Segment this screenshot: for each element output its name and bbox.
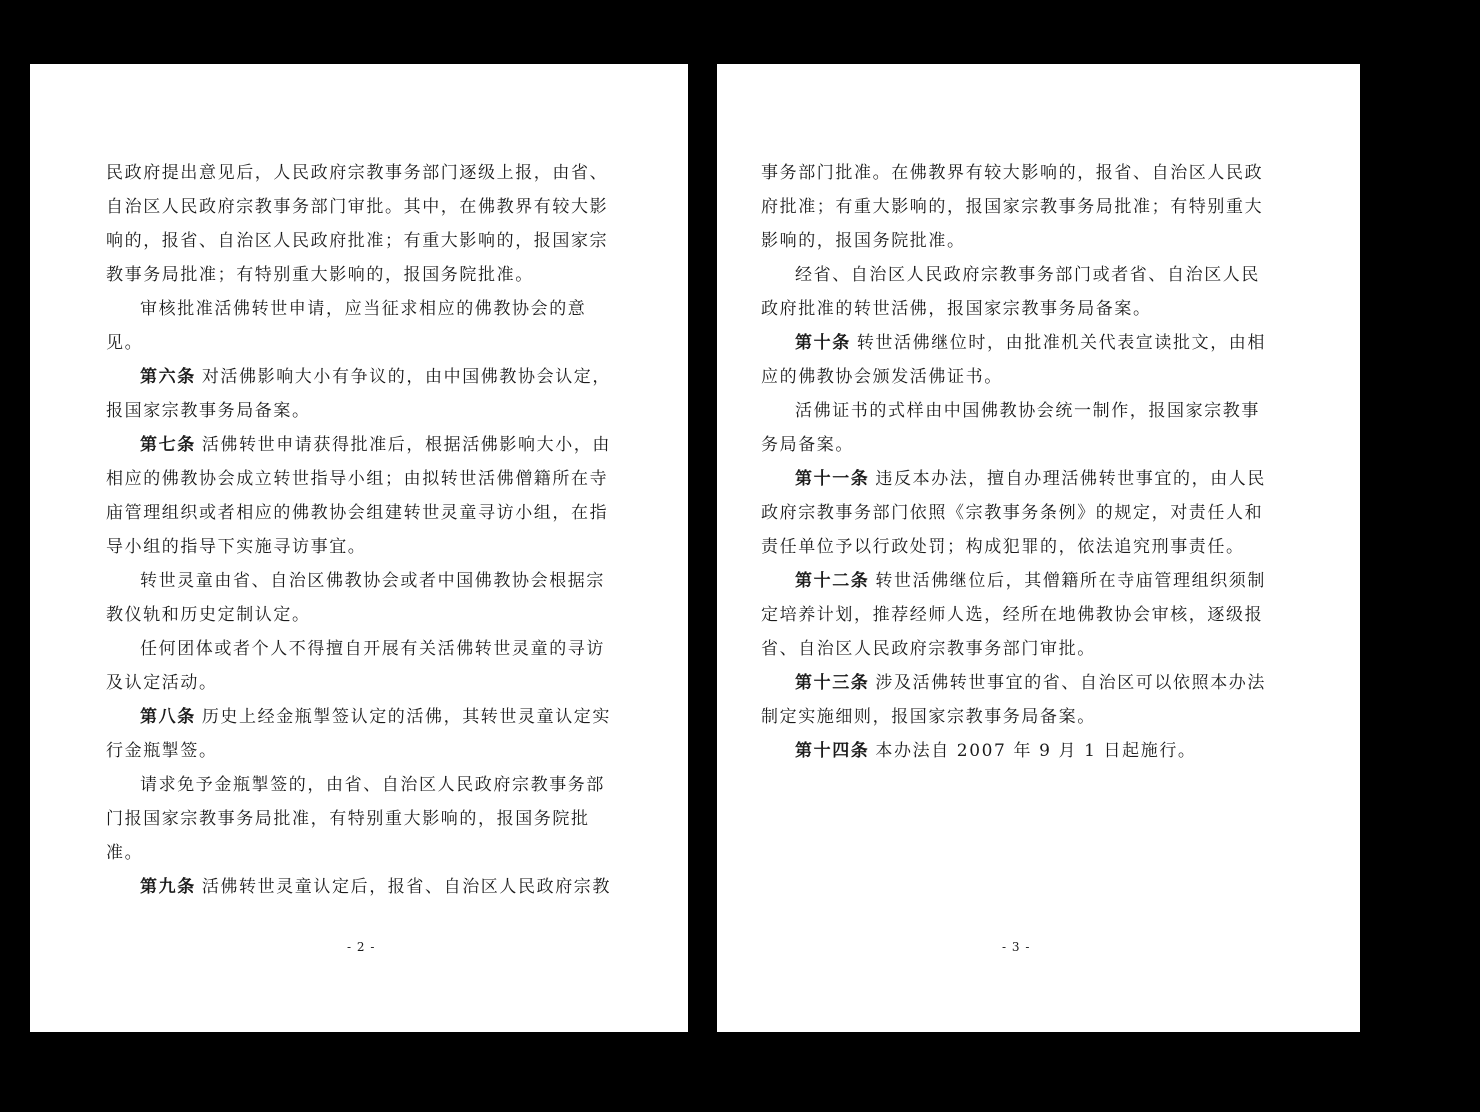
article-number: 第十三条 bbox=[795, 673, 870, 693]
paragraph: 任何团体或者个人不得擅自开展有关活佛转世灵童的寻访及认定活动。 bbox=[106, 639, 605, 693]
paragraph: 民政府提出意见后，人民政府宗教事务部门逐级上报，由省、自治区人民政府宗教事务部门审批。其中，在佛教界有较大影响的，报省、自治区人民政府批准；有重大影响的，报国家宗教事务局批准；有特别重大影响的，报国务院批准。 bbox=[106, 163, 609, 285]
article-paragraph: 第十二条 转世活佛继位后，其僧籍所在寺庙管理组织须制定培养计划，推荐经师人选，经所在地佛教协会审核，逐级报省、自治区人民政府宗教事务部门审批。 bbox=[761, 571, 1267, 659]
article-paragraph: 第十条 转世活佛继位时，由批准机关代表宣读批文，由相应的佛教协会颁发活佛证书。 bbox=[761, 333, 1267, 387]
document-page-right bbox=[717, 64, 1360, 1032]
document-page-left bbox=[30, 64, 688, 1032]
page-number: - 3 - bbox=[1002, 940, 1031, 954]
article-number: 第十四条 bbox=[795, 741, 870, 761]
page-body bbox=[106, 156, 618, 904]
page-number: - 2 - bbox=[347, 940, 376, 954]
article-paragraph: 第十一条 违反本办法，擅自办理活佛转世事宜的，由人民政府宗教事务部门依照《宗教事务条例》的规定，对责任人和责任单位予以行政处罚；构成犯罪的，依法追究刑事责任。 bbox=[761, 469, 1267, 557]
paragraph: 活佛证书的式样由中国佛教协会统一制作，报国家宗教事务局备案。 bbox=[761, 401, 1260, 455]
page-body bbox=[761, 156, 1275, 768]
article-paragraph: 第九条 活佛转世灵童认定后，报省、自治区人民政府宗教 bbox=[140, 877, 612, 897]
paragraph: 经省、自治区人民政府宗教事务部门或者省、自治区人民政府批准的转世活佛，报国家宗教事务局备案。 bbox=[761, 265, 1260, 319]
article-number: 第九条 bbox=[140, 877, 196, 897]
article-paragraph: 第八条 历史上经金瓶掣签认定的活佛，其转世灵童认定实行金瓶掣签。 bbox=[106, 707, 612, 761]
paragraph: 事务部门批准。在佛教界有较大影响的，报省、自治区人民政府批准；有重大影响的，报国家宗教事务局批准；有特别重大影响的，报国务院批准。 bbox=[761, 163, 1264, 251]
article-number: 第十二条 bbox=[795, 571, 870, 591]
article-paragraph: 第六条 对活佛影响大小有争议的，由中国佛教协会认定，报国家宗教事务局备案。 bbox=[106, 367, 612, 421]
article-number: 第十一条 bbox=[795, 469, 870, 489]
article-paragraph: 第十三条 涉及活佛转世事宜的省、自治区可以依照本办法制定实施细则，报国家宗教事务局备案。 bbox=[761, 673, 1267, 727]
article-number: 第八条 bbox=[140, 707, 196, 727]
paragraph: 审核批准活佛转世申请，应当征求相应的佛教协会的意见。 bbox=[106, 299, 587, 353]
article-paragraph: 第十四条 本办法自 2007 年 9 月 1 日起施行。 bbox=[795, 741, 1197, 761]
article-number: 第七条 bbox=[140, 435, 196, 455]
article-paragraph: 第七条 活佛转世申请获得批准后，根据活佛影响大小，由相应的佛教协会成立转世指导小组；由拟转世活佛僧籍所在寺庙管理组织或者相应的佛教协会组建转世灵童寻访小组，在指导小组的指导下实施寻访事宜。 bbox=[106, 435, 612, 557]
article-number: 第六条 bbox=[140, 367, 196, 387]
paragraph: 请求免予金瓶掣签的，由省、自治区人民政府宗教事务部门报国家宗教事务局批准，有特别重大影响的，报国务院批准。 bbox=[106, 775, 605, 863]
article-number: 第十条 bbox=[795, 333, 851, 353]
paragraph: 转世灵童由省、自治区佛教协会或者中国佛教协会根据宗教仪轨和历史定制认定。 bbox=[106, 571, 605, 625]
